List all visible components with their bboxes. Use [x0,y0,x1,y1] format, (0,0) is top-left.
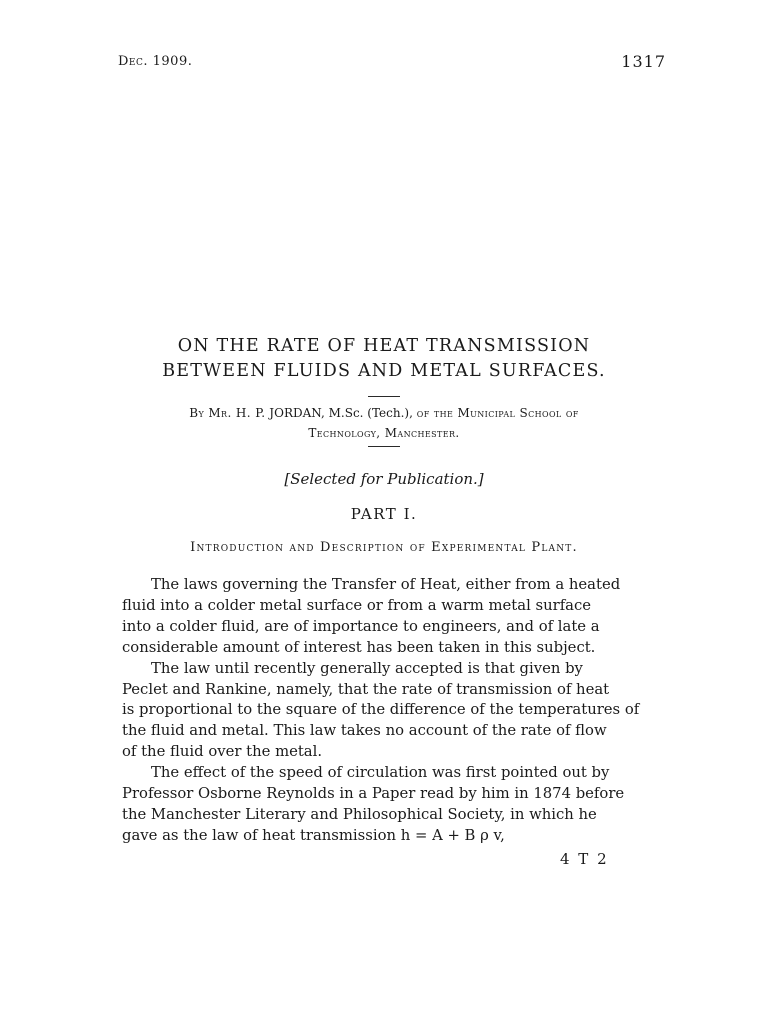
running-head-date: Dec. 1909. [118,54,193,69]
author-line-1 [100,403,668,423]
divider-rule-top [368,396,400,397]
author-name: JORDAN [269,406,321,420]
title-line-1: ON THE RATE OF HEAT TRANSMISSION [177,336,591,356]
text-line: the Manchester Literary and Philosophical Society, in which he [122,805,597,823]
selected-for-publication-note: [Selected for Publication.] [284,470,484,488]
author-line-2: Technology, Manchester. [308,426,460,440]
signature-mark: 4 T 2 [560,850,609,868]
divider-rule-bottom [368,446,400,447]
text-line: considerable amount of interest has been taken in this subject. [122,638,596,656]
text-line: the fluid and metal. This law takes no account of the rate of flow [122,722,607,740]
text-line: Professor Osborne Reynolds in a Paper read by him in 1874 before [122,785,625,803]
text-line: is proportional to the square of the difference of the temperatures of [122,701,640,719]
running-head [118,52,666,74]
text-line: The effect of the speed of circulation was first pointed out by [151,764,610,782]
paragraph-1 [122,575,667,659]
text-line: gave as the law of heat transmission h = A + B ρ v, [122,826,505,844]
part-heading: PART I. [350,505,418,523]
text-line: Peclet and Rankine, namely, that the rate of transmission of heat [122,680,610,698]
body-text [122,575,667,847]
paragraph-3 [122,763,667,847]
section-heading: Introduction and Description of Experimental Plant. [190,540,578,555]
title-line-2: BETWEEN FLUIDS AND METAL SURFACES. [162,361,606,381]
title-block [100,334,668,559]
author-prefix: By Mr. H. P. [189,406,266,420]
author-degree: , M.Sc. (Tech.), [321,406,413,420]
author-affiliation: of the Municipal School of [416,406,579,420]
author-block [100,403,668,443]
text-line: fluid into a colder metal surface or from a warm metal surface [122,596,592,614]
page-number: 1317 [621,52,666,71]
text-line: The law until recently generally accepted is that given by [151,659,583,677]
paragraph-2 [122,659,667,764]
text-line: of the fluid over the metal. [122,743,323,761]
text-line: into a colder fluid, are of importance to engineers, and of late a [122,617,600,635]
text-line: The laws governing the Transfer of Heat, either from a heated [151,576,621,593]
